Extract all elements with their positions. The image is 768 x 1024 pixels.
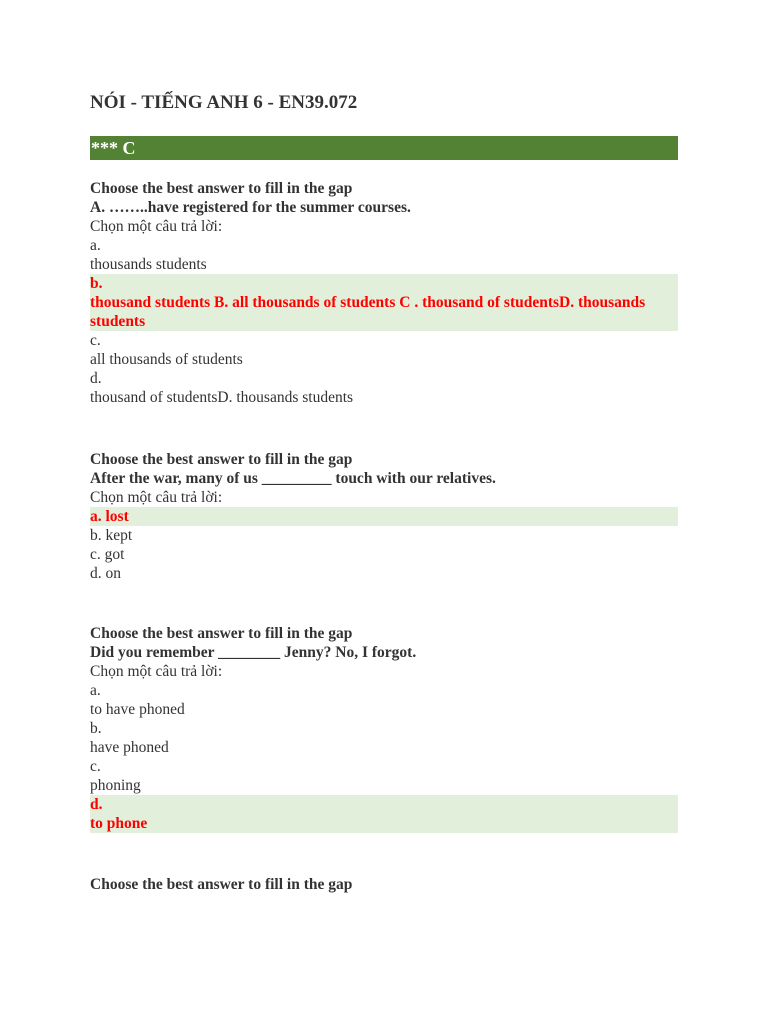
question-stem: Did you remember ________ Jenny? No, I forgot.	[90, 644, 417, 661]
option-a-label: a.	[90, 682, 101, 699]
option-b-label: b.	[90, 720, 102, 737]
option-a-text: a. lost	[90, 508, 129, 525]
option-d-text[interactable]: d. on	[90, 565, 121, 582]
answer-prompt: Chọn một câu trả lời:	[90, 218, 223, 235]
question-stem: After the war, many of us _________ touch with our relatives.	[90, 470, 496, 487]
question-4	[90, 875, 678, 894]
question-1	[90, 179, 678, 407]
option-b-correct[interactable]	[90, 274, 678, 331]
question-2	[90, 450, 678, 583]
question-instruction: Choose the best answer to fill in the gap	[90, 625, 353, 642]
page-title: NÓI - TIẾNG ANH 6 - EN39.072	[90, 92, 358, 113]
option-d-label: d.	[90, 796, 103, 813]
option-b-text: thousand students B. all thousands of students C . thousand of studentsD. thousands students	[90, 294, 646, 330]
answer-prompt: Chọn một câu trả lời:	[90, 489, 223, 506]
option-d-correct[interactable]	[90, 795, 678, 833]
section-header: *** C	[90, 136, 678, 160]
question-instruction: Choose the best answer to fill in the gap	[90, 451, 353, 468]
question-stem: A. ……..have registered for the summer courses.	[90, 199, 411, 216]
question-instruction: Choose the best answer to fill in the gap	[90, 876, 353, 893]
question-3	[90, 624, 678, 833]
option-a-label: a.	[90, 237, 101, 254]
option-a-text[interactable]: thousands students	[90, 256, 207, 273]
option-b-text[interactable]: have phoned	[90, 739, 169, 756]
option-d-label: d.	[90, 370, 102, 387]
question-instruction: Choose the best answer to fill in the gap	[90, 180, 353, 197]
option-c-text[interactable]: all thousands of students	[90, 351, 243, 368]
option-d-text[interactable]: thousand of studentsD. thousands students	[90, 389, 354, 406]
option-c-label: c.	[90, 332, 101, 349]
option-d-text: to phone	[90, 815, 148, 832]
option-a-text[interactable]: to have phoned	[90, 701, 185, 718]
answer-prompt: Chọn một câu trả lời:	[90, 663, 223, 680]
option-c-text[interactable]: phoning	[90, 777, 141, 794]
option-c-text[interactable]: c. got	[90, 546, 125, 563]
option-b-text[interactable]: b. kept	[90, 527, 133, 544]
option-c-label: c.	[90, 758, 101, 775]
option-b-label: b.	[90, 275, 103, 292]
option-a-correct[interactable]	[90, 507, 678, 526]
